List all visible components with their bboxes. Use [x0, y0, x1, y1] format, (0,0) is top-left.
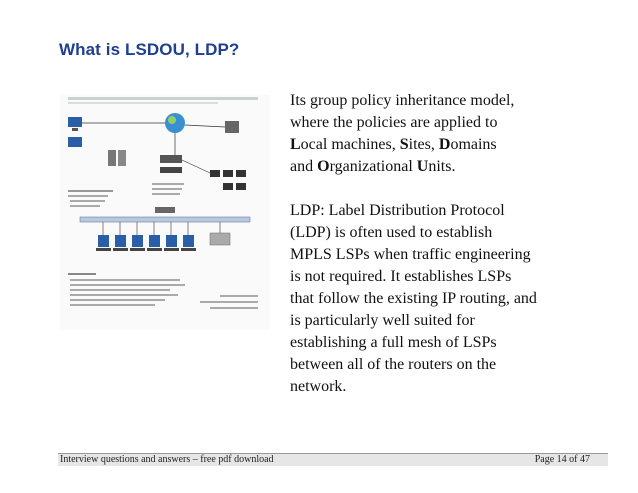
para1-line3 [290, 134, 610, 156]
page-number: Page 14 of 47 [534, 454, 590, 465]
l-rest: ocal machines, [300, 136, 400, 153]
para2-line: is particularly well suited for [290, 312, 475, 329]
para2-line: LDP: Label Distribution Protocol [290, 202, 505, 219]
l-initial: L [290, 136, 301, 153]
para2-line: MPLS LSPs when traffic engineering [290, 246, 531, 263]
o-initial: O [317, 158, 330, 175]
u-rest: nits. [428, 158, 456, 175]
para2-line: establishing a full mesh of LSPs [290, 334, 497, 351]
para1-line2: where the policies are applied to [290, 114, 498, 131]
paragraph-gap [290, 178, 610, 200]
para1-line1: Its group policy inheritance model, [290, 92, 515, 109]
network-diagram-drawing [60, 95, 270, 330]
para2-line: is not required. It establishes LSPs [290, 268, 512, 285]
para2-line: (LDP) is often used to establish [290, 224, 493, 241]
para2-line: between all of the routers on the [290, 356, 497, 373]
s-rest: ites, [408, 136, 439, 153]
d-rest: omains [450, 136, 497, 153]
slide-title: What is LSDOU, LDP? [59, 40, 240, 59]
para1-line4 [290, 156, 610, 178]
d-initial: D [438, 136, 451, 153]
network-diagram-image [60, 95, 270, 330]
s-initial: S [399, 136, 409, 153]
para2-line: that follow the existing IP routing, and [290, 290, 537, 307]
body-text [290, 90, 610, 398]
and-prefix: and [290, 158, 318, 175]
o-rest: rganizational [329, 158, 417, 175]
page-footer [58, 453, 608, 466]
u-initial: U [416, 158, 429, 175]
footer-left-text: Interview questions and answers – free pdf download [60, 454, 274, 465]
para2-line: network. [290, 378, 347, 395]
